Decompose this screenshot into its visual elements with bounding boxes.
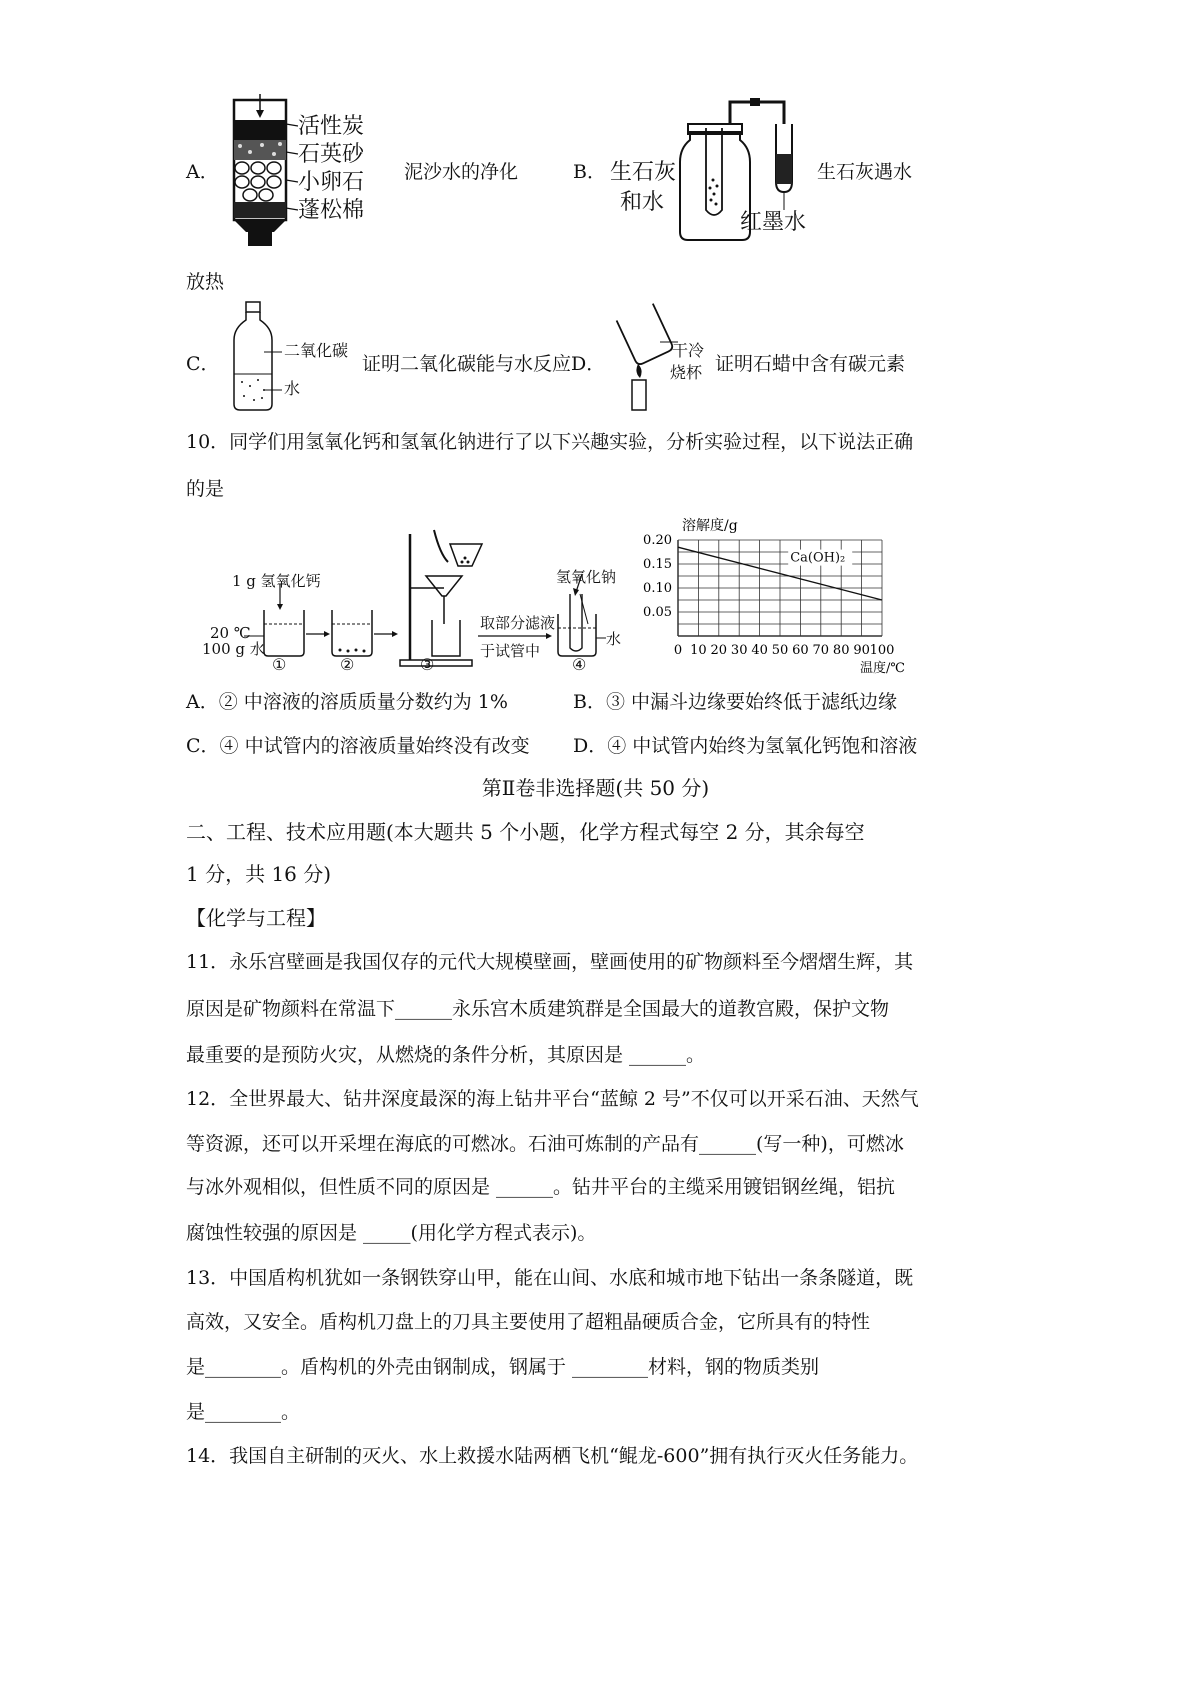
option-b-caption-cont: 放热	[186, 271, 225, 293]
label-cotton: 蓬松棉	[298, 198, 365, 223]
q11-line2: 原因是矿物颜料在常温下______永乐宫木质建筑群是全国最大的道教宫殿，保护文物	[186, 998, 890, 1020]
chart-y-tick-label: 0.05	[643, 605, 672, 620]
q10-option-c: C．④ 中试管内的溶液质量始终没有改变	[186, 735, 530, 757]
solubility-chart	[620, 516, 920, 676]
chart-ylabel: 溶解度/g	[682, 518, 738, 534]
q12-line3: 与冰外观相似，但性质不同的原因是 ______。钻井平台的主缆采用镀铝钢丝绳，铝抗	[186, 1176, 896, 1198]
option-d-caption: 证明石蜡中含有碳元素	[715, 353, 906, 375]
label-quartz-sand: 石英砂	[298, 142, 365, 167]
q10-option-a: A．② 中溶液的溶质质量分数约为 1%	[186, 691, 508, 713]
option-b-caption: 生石灰遇水	[817, 161, 913, 183]
chart-x-tick-label: 50	[771, 643, 789, 658]
q10-option-d: D．④ 中试管内始终为氢氧化钙饱和溶液	[573, 735, 918, 757]
label-activated-carbon: 活性炭	[298, 114, 365, 139]
fig-label-naoh: 氢氧化钠	[556, 568, 617, 586]
fig-label-temp: 20 ℃	[210, 624, 251, 642]
chart-xlabel: 温度/℃	[860, 661, 905, 676]
chart-x-tick-label: 10	[690, 643, 707, 658]
label-co2: 二氧化碳	[284, 341, 349, 360]
chart-y-tick-label: 0.20	[643, 533, 672, 548]
q11-line3: 最重要的是预防火灾，从燃烧的条件分析，其原因是 ______。	[186, 1044, 706, 1066]
fig-label-filtrate: 取部分滤液	[480, 614, 556, 632]
section-heading-line2: 1 分，共 16 分)	[186, 862, 332, 886]
fig-step-1: ①	[272, 655, 287, 674]
section-title: 第Ⅱ卷非选择题(共 50 分)	[481, 776, 710, 800]
label-and-water: 和水	[620, 190, 665, 215]
section-heading-line1: 二、工程、技术应用题(本大题共 5 个小题，化学方程式每空 2 分，其余每空	[186, 820, 865, 844]
fig-label-into-tube: 于试管中	[480, 642, 541, 660]
q13-line4: 是________。	[186, 1401, 301, 1423]
chart-x-tick-label: 30	[730, 643, 748, 658]
label-water-c: 水	[284, 379, 301, 398]
chart-y-tick-label: 0.15	[643, 557, 672, 572]
fig-step-3: ③	[420, 655, 435, 674]
q10-option-b: B．③ 中漏斗边缘要始终低于滤纸边缘	[573, 691, 898, 713]
chart-x-tick-label: 100	[869, 643, 895, 658]
chart-x-tick-label: 90	[853, 643, 870, 658]
label-red-ink: 红墨水	[740, 210, 807, 235]
q13-line3: 是________。盾构机的外壳由钢制成，钢属于 ________材料，钢的物质类别	[186, 1356, 820, 1378]
label-beaker: 烧杯	[670, 363, 703, 382]
co2-bottle-figure	[224, 300, 284, 412]
q12-line1: 12．全世界最大、钻井深度最深的海上钻井平台“蓝鲸 2 号”不仅可以开采石油、天然气	[186, 1088, 919, 1110]
option-a-letter: A．	[186, 161, 219, 183]
chart-x-tick-label: 0	[673, 643, 683, 658]
q14-line1: 14．我国自主研制的灭火、水上救援水陆两栖飞机“鲲龙-600”拥有执行灭火任务能力。	[186, 1445, 919, 1467]
chart-x-tick-label: 70	[812, 643, 830, 658]
fig-label-water: 100 g 水	[202, 640, 265, 658]
chart-y-tick-label: 0.10	[643, 581, 672, 596]
fig-step-2: ②	[340, 655, 355, 674]
chart-series-label: Ca(OH)₂	[790, 550, 846, 566]
q13-line2: 高效，又安全。盾构机刀盘上的刀具主要使用了超粗晶硬质合金，它所具有的特性	[186, 1311, 871, 1333]
q12-line4: 腐蚀性较强的原因是 _____(用化学方程式表示)。	[186, 1222, 597, 1244]
option-c-letter: C．	[186, 353, 220, 375]
option-a-caption: 泥沙水的净化	[404, 161, 519, 183]
chart-x-tick-label: 60	[792, 643, 809, 658]
q11-line1: 11．永乐宫壁画是我国仅存的元代大规模壁画，壁画使用的矿物颜料至今熠熠生辉，其	[186, 951, 914, 973]
subheading: 【化学与工程】	[186, 906, 326, 930]
chart-x-tick-label: 80	[832, 643, 850, 658]
q13-line1: 13．中国盾构机犹如一条钢铁穿山甲，能在山间、水底和城市地下钻出一条条隧道，既	[186, 1267, 914, 1289]
fig-label-caoh2: 1 g 氢氧化钙	[232, 572, 321, 590]
label-quicklime: 生石灰	[610, 160, 677, 185]
option-b-letter: B．	[573, 161, 606, 183]
q12-line2: 等资源，还可以开采埋在海底的可燃冰。石油可炼制的产品有______(写一种)，可燃冰	[186, 1133, 904, 1155]
chart-x-tick-label: 20	[710, 643, 728, 658]
option-c-caption: 证明二氧化碳能与水反应D．	[362, 353, 606, 375]
label-dry-cold: 干冷	[672, 341, 705, 360]
q10-stem-line2: 的是	[186, 478, 225, 500]
label-pebbles: 小卵石	[298, 170, 365, 195]
chart-x-tick-label: 40	[751, 643, 768, 658]
fig-label-water2: 水	[606, 630, 622, 648]
q10-stem-line1: 10．同学们用氢氧化钙和氢氧化钠进行了以下兴趣实验，分析实验过程，以下说法正确	[186, 431, 914, 453]
fig-step-4: ④	[572, 655, 587, 674]
